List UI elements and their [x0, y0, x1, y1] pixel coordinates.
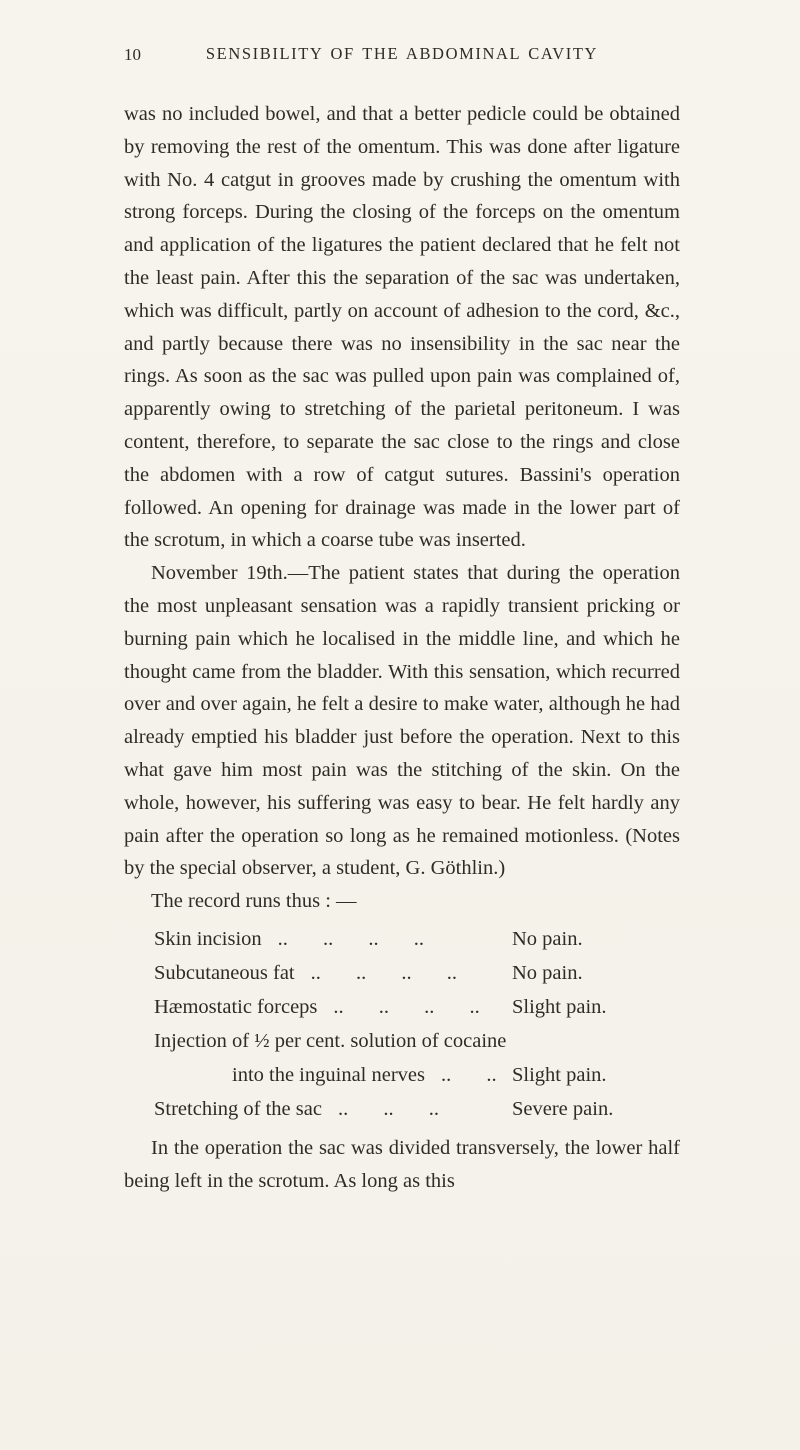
record-row-stretching-sac — [154, 1092, 680, 1126]
dot-leader: .. .. .. .. — [277, 927, 425, 950]
page-header — [124, 44, 680, 70]
record-result: Slight pain. — [512, 1063, 607, 1086]
record-item-label: Injection of ½ per cent. solution of cocaine — [154, 1029, 507, 1052]
body-paragraph-2: November 19th.—The patient states that during the operation the most unpleasant sensation was a rapidly transient pricking or burning pain which he localised in the middle line, and which he thought came from the bladder. With this sensation, which recurred over and over again, he felt a desire to make water, although he had already emptied his bladder just before the operation. Next to this what gave him most pain was the stitching of the skin. On the whole, however, his suffering was easy to bear. He felt hardly any pain after the operation so long as he remained motionless. (Notes by the special observer, a student, G. Göthlin.) — [124, 562, 680, 880]
record-result: Slight pain. — [512, 995, 607, 1018]
record-item-label: Subcutaneous fat — [154, 961, 295, 984]
record-item-label: Hæmostatic forceps — [154, 995, 318, 1018]
running-title: SENSIBILITY OF THE ABDOMINAL CAVITY — [205, 44, 599, 63]
page-number: 10 — [124, 45, 141, 64]
record-result: No pain. — [512, 961, 583, 984]
record-item-label: Skin incision — [154, 927, 262, 950]
record-row-injection-line2 — [154, 1058, 680, 1092]
closing-paragraph: In the operation the sac was divided transversely, the lower half being left in the scrotum. As long as this — [124, 1137, 680, 1192]
record-item-label: into the inguinal nerves — [232, 1063, 425, 1086]
dot-leader: .. .. — [441, 1063, 497, 1086]
record-intro: The record runs thus : — — [151, 890, 357, 913]
pain-record-list — [124, 922, 680, 1126]
record-result: No pain. — [512, 927, 583, 950]
dot-leader: .. .. .. .. — [310, 961, 457, 984]
page-body — [124, 98, 680, 1198]
record-row-injection-line1 — [154, 1024, 680, 1058]
body-paragraph-1: was no included bowel, and that a better pedicle could be obtained by removing the rest of the omentum. This was done after ligature with No. 4 catgut in grooves made by crushing the omentum with strong forceps. During the closing of the forceps on the omentum and application of the ligatures the patient declared that he felt not the least pain. After this the separation of the sac was undertaken, which was difficult, partly on account of adhesion to the cord, &c., and partly because there was no insensibility in the sac near the rings. As soon as the sac was pulled upon pain was complained of, apparently owing to stretching of the parietal peritoneum. I was content, therefore, to separate the sac close to the rings and close the abdomen with a row of catgut sutures. Bassini's operation followed. An opening for drainage was made in the lower part of the scrotum, in which a coarse tube was inserted. — [124, 103, 680, 552]
dot-leader: .. .. .. — [337, 1098, 439, 1120]
record-row-haemostatic-forceps — [154, 990, 680, 1024]
record-result: Severe pain. — [512, 1098, 614, 1120]
record-row-subcutaneous-fat — [154, 956, 680, 990]
dot-leader: .. .. .. .. — [333, 995, 480, 1018]
record-row-skin-incision — [154, 922, 680, 956]
record-item-label: Stretching of the sac — [154, 1098, 322, 1120]
